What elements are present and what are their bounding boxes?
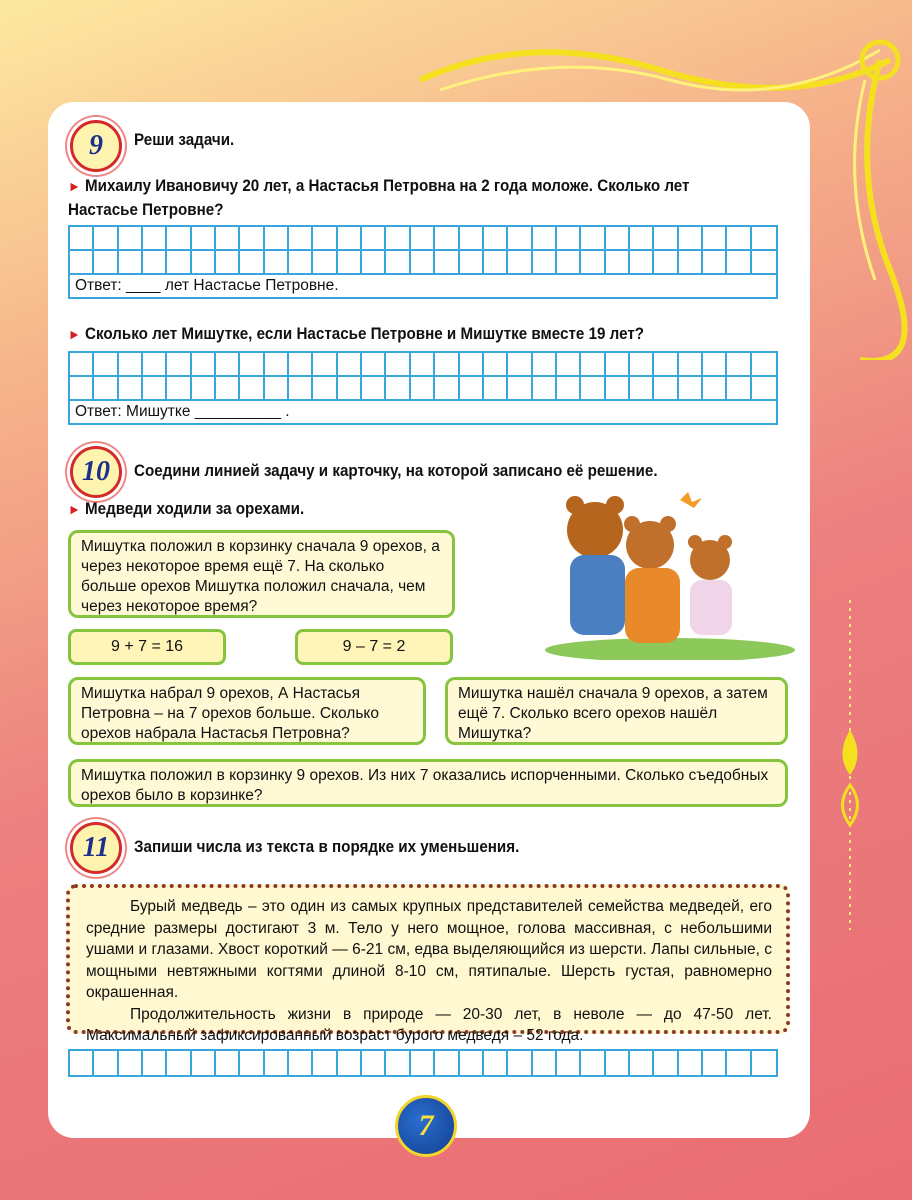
grid-cell[interactable] [143,227,167,251]
bears-illustration [540,490,800,660]
grid-cell[interactable] [460,353,484,377]
grid-cell[interactable] [679,377,703,401]
problem-card-4[interactable]: Мишутка положил в корзинку 9 орехов. Из них 7 оказались испорченными. Сколько съедобных орехов было в корзинке? [68,759,788,807]
grid-cell[interactable] [192,251,216,275]
answer-grid-2[interactable] [68,351,778,425]
grid-cell[interactable] [630,227,654,251]
page-number: 7 [395,1095,457,1157]
grid-cell[interactable] [727,251,751,275]
grid-cell[interactable] [508,377,532,401]
grid-cell[interactable] [338,353,362,377]
grid-cell[interactable] [460,227,484,251]
grid-cell[interactable] [386,227,410,251]
grid-cell[interactable] [557,377,581,401]
grid-cell[interactable] [727,1051,751,1075]
grid-cell[interactable] [338,227,362,251]
grid-cell[interactable] [703,227,727,251]
grid-cell[interactable] [435,353,459,377]
grid-cell[interactable] [94,353,118,377]
grid-cell[interactable] [557,1051,581,1075]
grid-cell[interactable] [94,227,118,251]
grid-cell[interactable] [508,353,532,377]
answer-line-2[interactable]: Ответ: Мишутке __________ . [75,403,290,420]
grid-cell[interactable] [70,353,94,377]
grid-cell[interactable] [581,227,605,251]
grid-cell[interactable] [70,377,94,401]
grid-cell[interactable] [216,227,240,251]
grid-cell[interactable] [216,353,240,377]
grid-cell[interactable] [484,377,508,401]
problem-card-2[interactable]: Мишутка набрал 9 орехов, А Настасья Петровна – на 7 орехов больше. Сколько орехов набрала Настасья Петровна? [68,677,426,745]
grid-cell[interactable] [703,1051,727,1075]
grid-cell[interactable] [435,1051,459,1075]
grid-cell[interactable] [654,227,678,251]
grid-cell[interactable] [533,377,557,401]
grid-cell[interactable] [143,1051,167,1075]
grid-cell[interactable] [435,251,459,275]
grid-cell[interactable] [216,251,240,275]
grid-cell[interactable] [119,377,143,401]
grid-cell[interactable] [386,377,410,401]
grid-cell[interactable] [484,251,508,275]
grid-cell[interactable] [143,353,167,377]
text-paragraph-1: Бурый медведь – это один из самых крупных представителей семейства медведей, его средние размеры достигают 3 м. Тело у него мощное, голова массивная, с небольшими ушами и глазами. Хвост короткий — 6-21 см, едва выделяющийся из шерсти. Лапы сильные, с мощными невтяжными когтями длиной 8-10 см, пятипалые. Шерсть густая, равномерно окрашенная. [86,898,772,1001]
grid-cell[interactable] [484,353,508,377]
grid-cell[interactable] [313,1051,337,1075]
grid-cell[interactable] [70,227,94,251]
grid-cell[interactable] [240,377,264,401]
grid-cell[interactable] [606,251,630,275]
grid-cell[interactable] [460,1051,484,1075]
grid-cell[interactable] [679,227,703,251]
grid-cell[interactable] [289,377,313,401]
grid-cell[interactable] [216,377,240,401]
grid-cell[interactable] [581,353,605,377]
grid-cell[interactable] [119,1051,143,1075]
bullet-arrow-icon: ► [68,501,81,517]
grid-cell[interactable] [362,227,386,251]
grid-cell[interactable] [265,227,289,251]
grid-cell[interactable] [727,227,751,251]
grid-cell[interactable] [654,251,678,275]
grid-cell[interactable] [411,251,435,275]
grid-cell[interactable] [654,1051,678,1075]
grid-cell[interactable] [752,1051,776,1075]
problem-card-1[interactable]: Мишутка положил в корзинку сначала 9 орехов, а через некоторое время ещё 7. На сколько больше орехов Мишутка положил сначала, чем через некоторое время? [68,530,455,618]
grid-cell[interactable] [240,251,264,275]
grid-cell[interactable] [606,1051,630,1075]
grid-cell[interactable] [143,251,167,275]
grid-cell[interactable] [679,353,703,377]
grid-cell[interactable] [386,251,410,275]
grid-cell[interactable] [533,353,557,377]
answer-grid-1[interactable] [68,225,778,299]
grid-cell[interactable] [557,227,581,251]
bullet-arrow-icon: ► [68,326,81,342]
grid-cell[interactable] [265,353,289,377]
grid-cell[interactable] [411,353,435,377]
grid-cell[interactable] [411,1051,435,1075]
grid-cell[interactable] [338,1051,362,1075]
grid-cell[interactable] [313,377,337,401]
grid-cell[interactable] [167,353,191,377]
task-10-subtitle: ► Медведи ходили за орехами. [68,500,305,518]
grid-cell[interactable] [606,227,630,251]
grid-cell[interactable] [265,251,289,275]
grid-cell[interactable] [630,1051,654,1075]
grid-cell[interactable] [362,353,386,377]
grid-cell[interactable] [752,353,776,377]
grid-cell[interactable] [362,377,386,401]
grid-cell[interactable] [94,377,118,401]
grid-cell[interactable] [460,377,484,401]
grid-cell[interactable] [240,227,264,251]
task-9-title: Реши задачи. [134,131,235,149]
grid-cell[interactable] [411,227,435,251]
grid-cell[interactable] [484,227,508,251]
grid-cell[interactable] [265,1051,289,1075]
grid-cell[interactable] [703,353,727,377]
grid-cell[interactable] [508,227,532,251]
grid-cell[interactable] [411,377,435,401]
grid-cell[interactable] [240,353,264,377]
grid-cell[interactable] [362,251,386,275]
grid-cell[interactable] [338,377,362,401]
task-11-badge: 11 [70,822,122,874]
grid-cell[interactable] [192,377,216,401]
grid-cell[interactable] [533,1051,557,1075]
grid-cell[interactable] [460,251,484,275]
task-9-question-2: ► Сколько лет Мишутке, если Настасье Петровне и Мишутке вместе 19 лет? [68,325,645,343]
grid-cell[interactable] [581,1051,605,1075]
bullet-arrow-icon: ► [68,178,81,194]
grid-cell[interactable] [606,353,630,377]
grid-cell[interactable] [654,353,678,377]
grid-cell[interactable] [727,353,751,377]
grid-cell[interactable] [70,1051,94,1075]
grid-cell[interactable] [143,377,167,401]
grid-cell[interactable] [630,377,654,401]
grid-cell[interactable] [679,1051,703,1075]
grid-cell[interactable] [192,1051,216,1075]
task-9-badge: 9 [70,120,122,172]
grid-cell[interactable] [119,251,143,275]
grid-cell[interactable] [606,377,630,401]
grid-cell[interactable] [703,377,727,401]
grid-cell[interactable] [533,227,557,251]
answer-line-1[interactable]: Ответ: ____ лет Настасье Петровне. [75,277,339,294]
grid-cell[interactable] [362,1051,386,1075]
grid-cell[interactable] [167,251,191,275]
grid-cell[interactable] [557,251,581,275]
grid-cell[interactable] [435,227,459,251]
grid-cell[interactable] [94,251,118,275]
grid-cell[interactable] [119,353,143,377]
answer-grid-3[interactable] [68,1049,778,1077]
grid-cell[interactable] [265,377,289,401]
grid-cell[interactable] [240,1051,264,1075]
grid-cell[interactable] [581,377,605,401]
grid-cell[interactable] [630,353,654,377]
grid-cell[interactable] [289,353,313,377]
grid-cell[interactable] [313,227,337,251]
solution-card-sum[interactable]: 9 + 7 = 16 [68,629,226,665]
grid-cell[interactable] [484,1051,508,1075]
grid-cell[interactable] [94,1051,118,1075]
grid-cell[interactable] [289,227,313,251]
grid-cell[interactable] [386,353,410,377]
grid-cell[interactable] [679,251,703,275]
grid-cell[interactable] [386,1051,410,1075]
grid-cell[interactable] [338,251,362,275]
grid-cell[interactable] [119,227,143,251]
task-11-title: Запиши числа из текста в порядке их уменьшения. [134,838,520,856]
grid-cell[interactable] [581,251,605,275]
grid-cell[interactable] [752,377,776,401]
grid-cell[interactable] [752,227,776,251]
solution-card-difference[interactable]: 9 – 7 = 2 [295,629,453,665]
problem-card-3[interactable]: Мишутка нашёл сначала 9 орехов, а затем ещё 7. Сколько всего орехов нашёл Мишутка? [445,677,788,745]
grid-cell[interactable] [313,353,337,377]
grid-cell[interactable] [630,251,654,275]
grid-cell[interactable] [533,251,557,275]
grid-cell[interactable] [167,377,191,401]
grid-cell[interactable] [167,227,191,251]
grid-cell[interactable] [435,377,459,401]
grid-cell[interactable] [508,1051,532,1075]
grid-cell[interactable] [508,251,532,275]
bear-text-box [66,884,790,1044]
grid-cell[interactable] [216,1051,240,1075]
grid-cell[interactable] [70,251,94,275]
grid-cell[interactable] [703,251,727,275]
side-ornament [835,600,865,930]
grid-cell[interactable] [313,251,337,275]
grid-cell[interactable] [557,353,581,377]
task-9-question-1: ► Михаилу Ивановичу 20 лет, а Настасья Петровна на 2 года моложе. Сколько лет Настасье Петровне? [68,177,690,219]
grid-cell[interactable] [167,1051,191,1075]
text-paragraph-2: Продолжительность жизни в природе — 20-30 лет, в неволе — до 47-50 лет. Максимальный зафиксированный возраст бурого медведя – 52 года. [86,1005,772,1044]
task-10-title: Соедини линией задачу и карточку, на которой записано её решение. [134,462,658,480]
grid-cell[interactable] [289,1051,313,1075]
grid-cell[interactable] [752,251,776,275]
grid-cell[interactable] [192,353,216,377]
grid-cell[interactable] [289,251,313,275]
task-10-badge: 10 [70,446,122,498]
grid-cell[interactable] [727,377,751,401]
grid-cell[interactable] [654,377,678,401]
grid-cell[interactable] [192,227,216,251]
